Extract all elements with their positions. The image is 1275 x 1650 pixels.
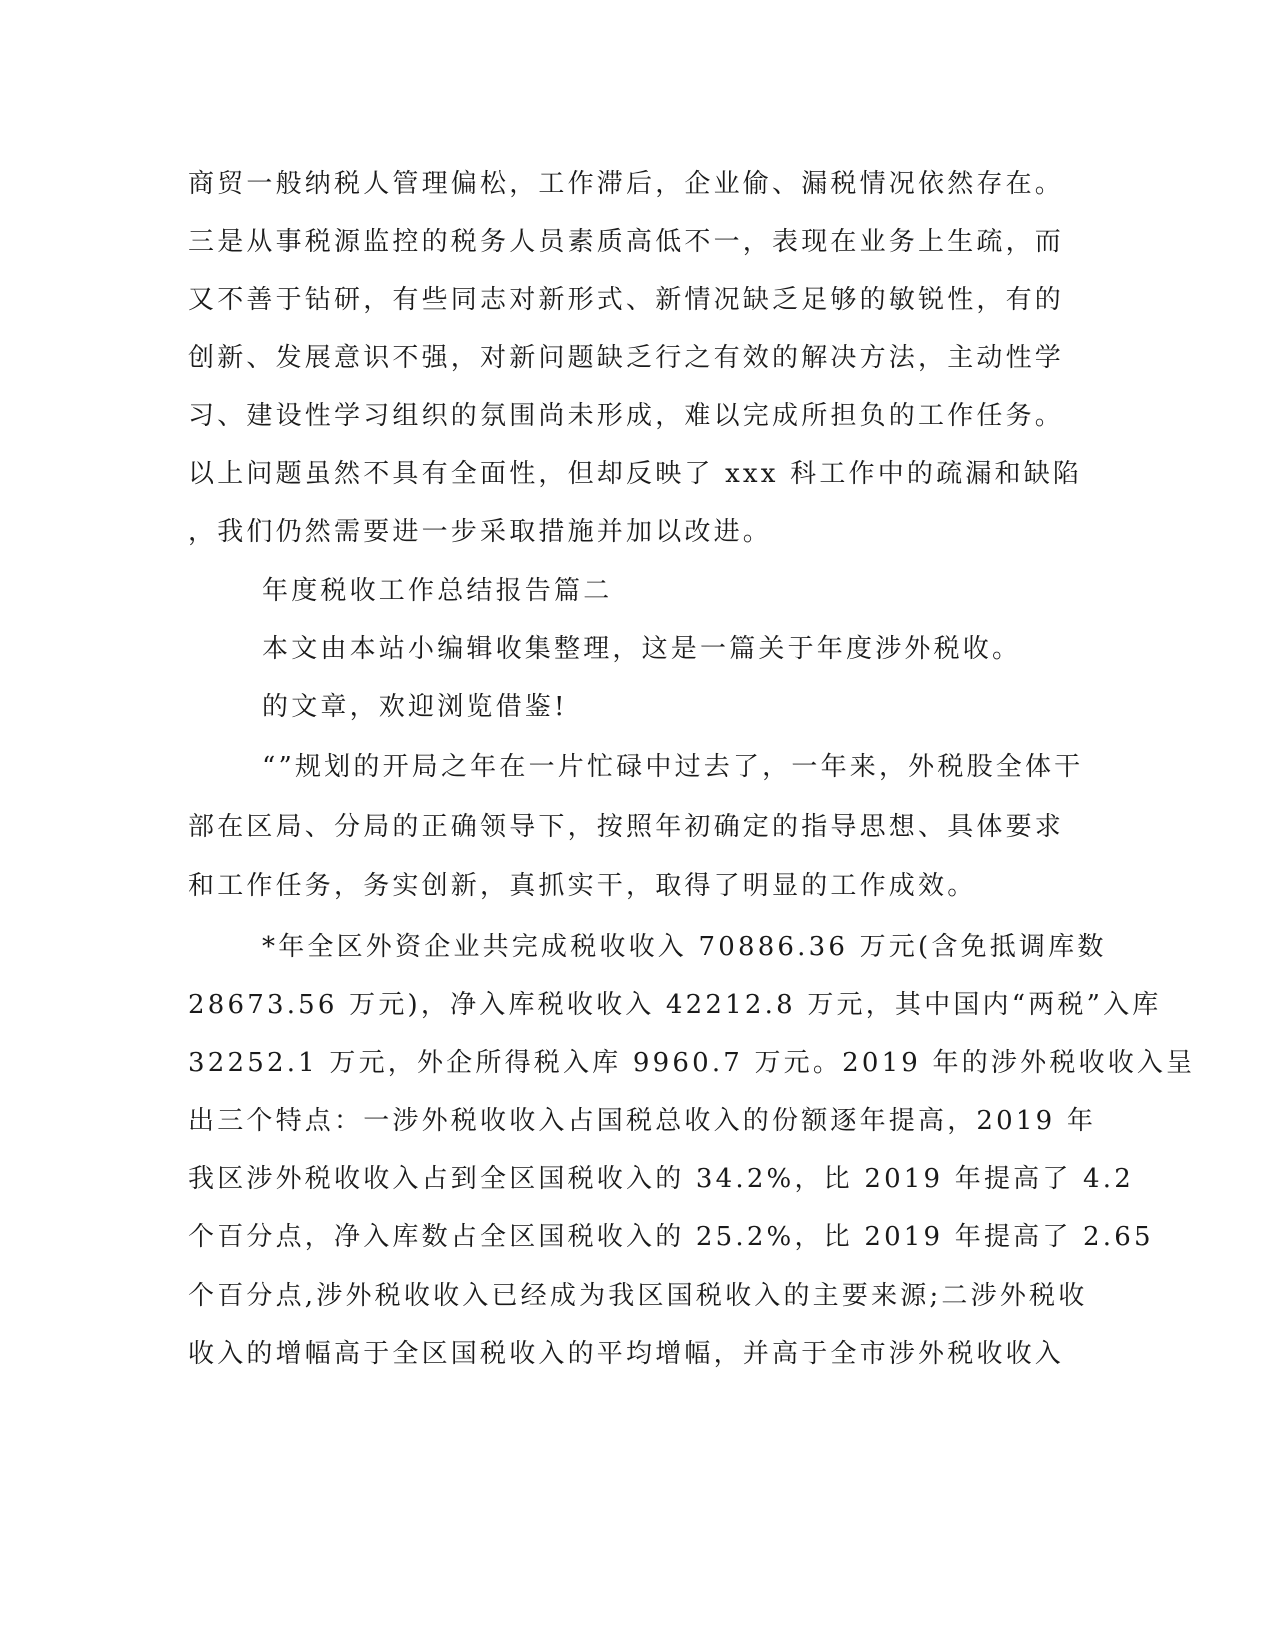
body-text-line: 创新、发展意识不强，对新问题缺乏行之有效的解决方法，主动性学 <box>188 343 1065 373</box>
body-text-line: 习、建设性学习组织的氛围尚未形成，难以完成所担负的工作任务。 <box>188 401 1065 431</box>
body-text-line: 我区涉外税收收入占到全区国税收入的 34.2%，比 2019 年提高了 4.2 <box>188 1164 1134 1194</box>
body-text-line: *年全区外资企业共完成税收收入 70886.36 万元(含免抵调库数 <box>262 932 1107 962</box>
section-title: 年度税收工作总结报告篇二 <box>262 576 613 606</box>
body-text-line: 收入的增幅高于全区国税收入的平均增幅，并高于全市涉外税收收入 <box>188 1339 1065 1369</box>
body-text-line: 28673.56 万元)，净入库税收收入 42212.8 万元，其中国内“两税”入库 <box>188 990 1162 1020</box>
body-text-line: 个百分点，净入库数占全区国税收入的 25.2%，比 2019 年提高了 2.65 <box>188 1222 1154 1252</box>
intro-text-line: 的文章，欢迎浏览借鉴! <box>262 692 568 722</box>
body-text-line: 以上问题虽然不具有全面性，但却反映了 xxx 科工作中的疏漏和缺陷 <box>188 459 1083 489</box>
body-text-line: 32252.1 万元，外企所得税入库 9960.7 万元。2019 年的涉外税收收入呈 <box>188 1048 1196 1078</box>
body-text-line: 商贸一般纳税人管理偏松，工作滞后，企业偷、漏税情况依然存在。 <box>188 169 1065 199</box>
body-text-line: 又不善于钻研，有些同志对新形式、新情况缺乏足够的敏锐性，有的 <box>188 285 1065 315</box>
intro-text-line: 本文由本站小编辑收集整理，这是一篇关于年度涉外税收。 <box>262 634 1022 664</box>
body-text-line: 部在区局、分局的正确领导下，按照年初确定的指导思想、具体要求 <box>188 812 1065 842</box>
body-text-line: 出三个特点：一涉外税收收入占国税总收入的份额逐年提高，2019 年 <box>188 1106 1097 1136</box>
body-text-line: “”规划的开局之年在一片忙碌中过去了，一年来，外税股全体干 <box>262 752 1084 782</box>
body-text-line: 个百分点,涉外税收收入已经成为我区国税收入的主要来源;二涉外税收 <box>188 1281 1088 1311</box>
body-text-line: ，我们仍然需要进一步采取措施并加以改进。 <box>188 517 773 547</box>
body-text-line: 和工作任务，务实创新，真抓实干，取得了明显的工作成效。 <box>188 871 977 901</box>
body-text-line: 三是从事税源监控的税务人员素质高低不一，表现在业务上生疏，而 <box>188 227 1065 257</box>
